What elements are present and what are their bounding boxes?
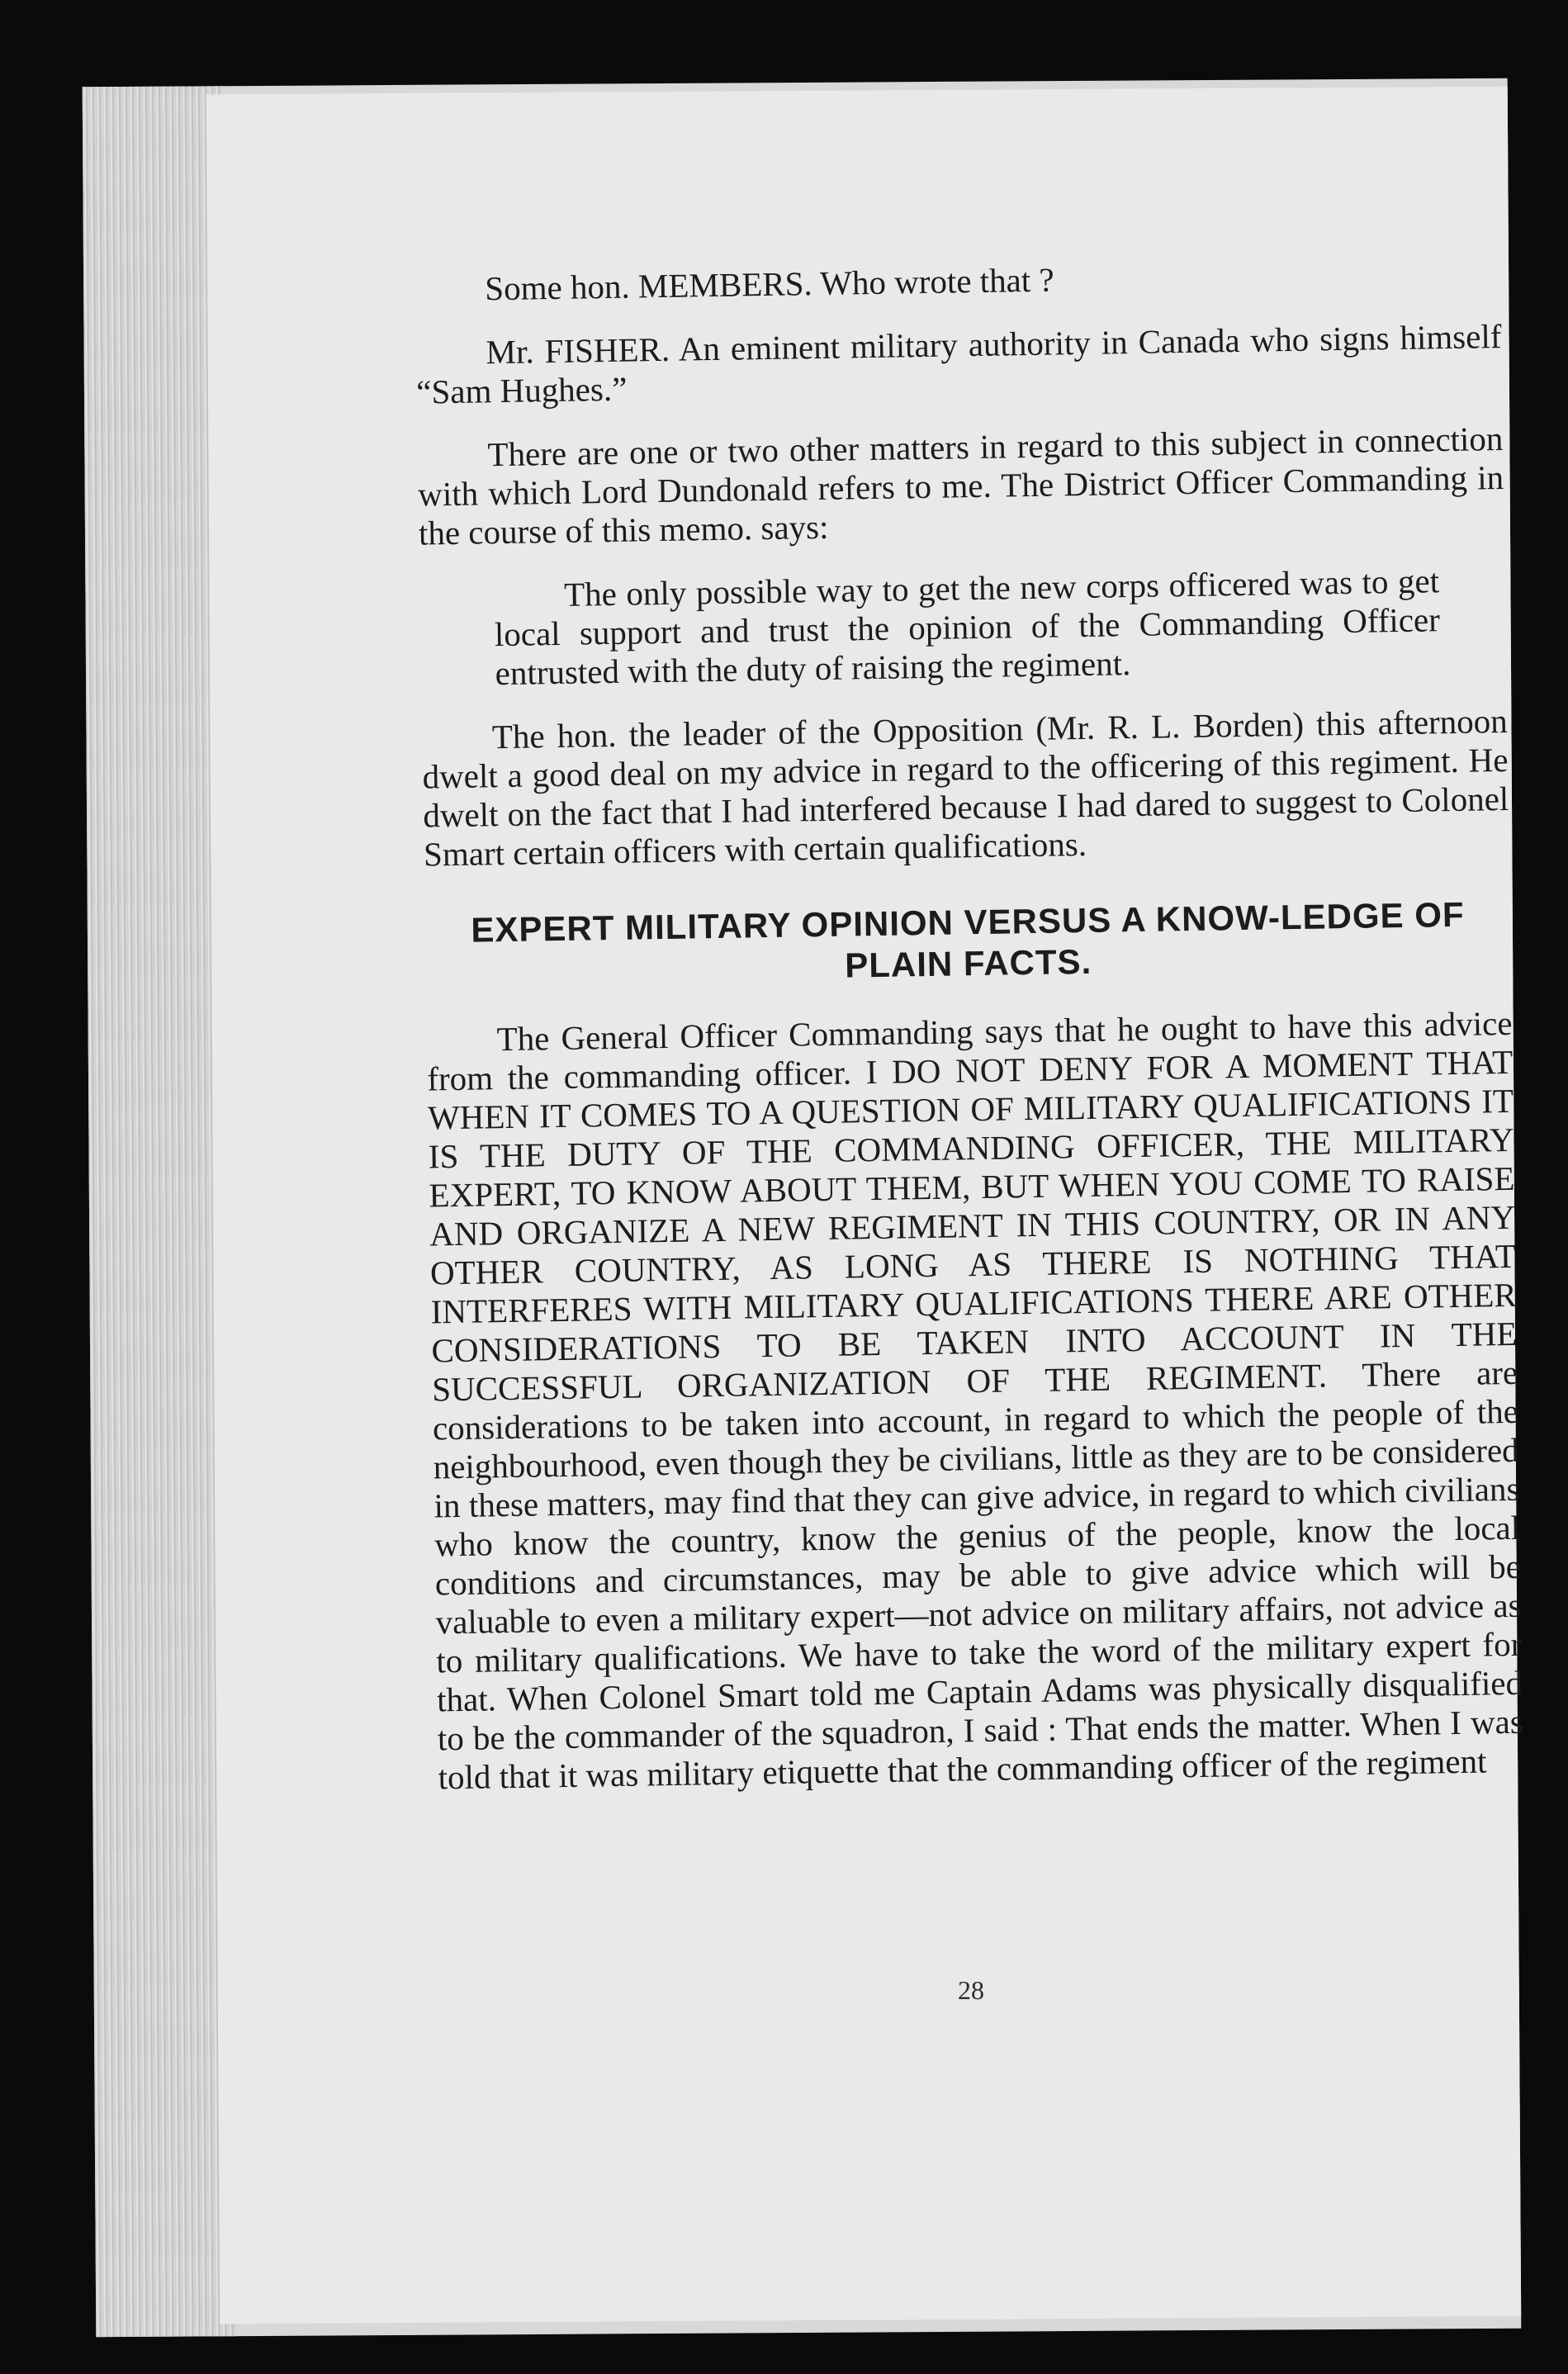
paragraph-fisher-reply: Mr. FISHER. An eminent military authority in Canada who signs himself “Sam Hughes.”: [415, 316, 1502, 411]
paragraph-dundonald-matters: There are one or two other matters in regard to this subject in connection with which Lord Dundonald refers to me. The District Officer Commanding in the course of this memo. says:: [417, 419, 1504, 552]
quoted-memo: The only possible way to get the new corps officered was to get local support and trust the opinion of the Commanding Officer entrusted with the duty of raising the regiment.: [494, 562, 1441, 693]
paragraph-borden: The hon. the leader of the Opposition (Mr. R. L. Borden) this afternoon dwelt a good deal on my advice in regard to the officering of this regiment. He dwelt on the fact that I had interfered because I had dared to suggest to Colonel Smart certain officers with certain qualifications.: [422, 701, 1509, 874]
page-number: 28: [958, 1975, 984, 2005]
section-heading: EXPERT MILITARY OPINION VERSUS A KNOW-LEDGE OF PLAIN FACTS.: [470, 894, 1465, 985]
paragraph-members-question: Some hon. MEMBERS. Who wrote that ?: [484, 260, 1054, 308]
paragraph-general-officer: The General Officer Commanding says that he ought to have this advice from the commanding officer. I DO NOT DENY FOR A MOMENT THAT WHEN IT COMES TO A QUESTION OF MILITARY QUALIFICATIONS IT IS THE DUTY OF THE COMMANDING OFFICER, THE MILITARY EXPERT, TO KNOW ABOUT THEM, BUT WHEN YOU COME TO RAISE AND ORGANIZE A NEW REGIMENT IN THIS COUNTRY, OR IN ANY OTHER COUNTRY, AS LONG AS THERE IS NOTHING THAT INTERFERES WITH MILITARY QUALIFICATIONS THERE ARE OTHER CONSIDERATIONS TO BE TAKEN INTO ACCOUNT IN THE SUCCESSFUL ORGANIZATION OF THE REGIMENT. There are considerations to be taken into account, in regard to which the people of the neighbourhood, even though they be civilians, little as they are to be considered in these matters, may find that they can give advice, in regard to which civilians who know the country, know the genius of the people, know the local conditions and circumstances, may be able to give advice which will be valuable to even a military expert—not advice on military affairs, not advice as to military qualifications. We have to take the word of the military expert for that. When Colonel Smart told me Captain Adams was physically disqualified to be the commander of the squadron, I said : That ends the matter. When I was told that it was military etiquette that the commanding officer of the regiment: [426, 1003, 1524, 1797]
page-text: [291, 254, 1524, 1824]
